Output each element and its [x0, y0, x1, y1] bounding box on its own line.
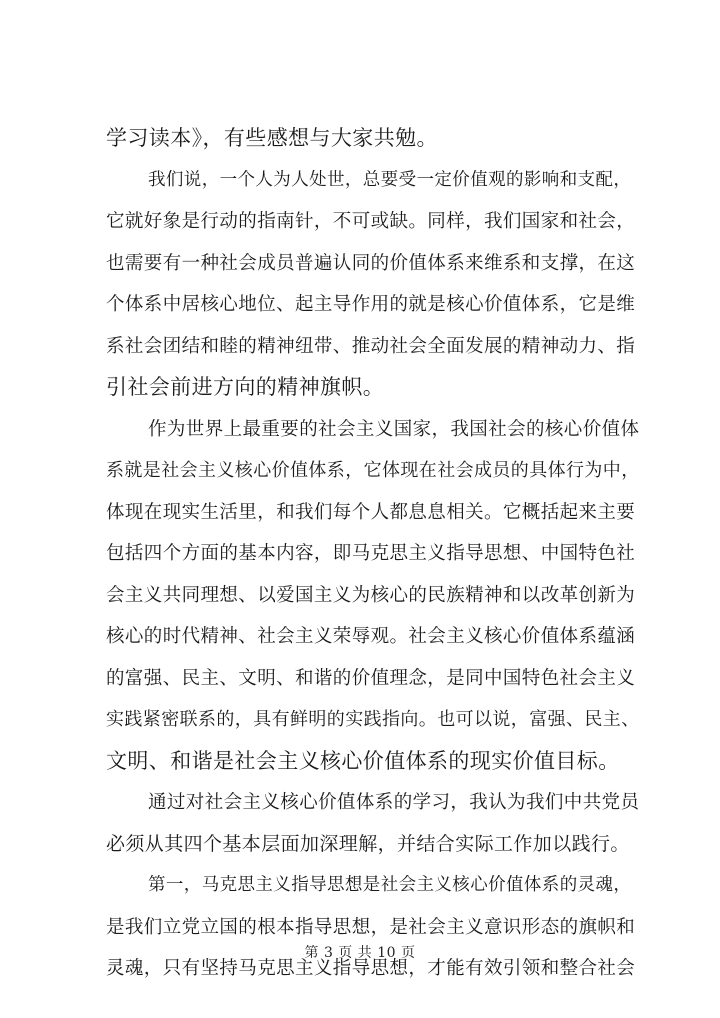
text-line: 是我们立党立国的根本指导思想，是社会主义意识形态的旗帜和 [106, 916, 636, 938]
text-line: 包括四个方面的基本内容，即马克思主义指导思想、中国特色社 [106, 543, 636, 564]
text-line: 灵魂，只有坚持马克思主义指导思想，才能有效引领和整合社会 [106, 958, 636, 979]
text-line: 实践紧密联系的，具有鲜明的实践指向。也可以说，富强、民主、 [106, 709, 640, 730]
text-line: 通过对社会主义核心价值体系的学习，我认为我们中共党员 [148, 792, 640, 813]
text-line: 学习读本》，有些感想与大家共勉。 [106, 126, 438, 150]
text-line: 引社会前进方向的精神旗帜。 [106, 375, 385, 399]
text-line: 第一，马克思主义指导思想是社会主义核心价值体系的灵魂， [148, 875, 632, 895]
page-footer: 第 3 页 共 10 页 [304, 945, 416, 961]
text-line: 体现在现实生活里，和我们每个人都息息相关。它概括起来主要 [106, 501, 636, 523]
text-line: 核心的时代精神、社会主义荣辱观。社会主义核心价值体系蕴涵 [106, 626, 636, 647]
body-text [106, 118, 642, 990]
text-line: 我们说，一个人为人处世，总要受一定价值观的影响和支配， [148, 169, 632, 190]
text-line: 也需要有一种社会成员普遍认同的价值体系来维系和支撑，在这 [106, 252, 636, 274]
text-line: 个体系中居核心地位、起主导作用的就是核心价值体系，它是维 [106, 294, 636, 315]
text-line: 必须从其四个基本层面加深理解，并结合实际工作加以践行。 [106, 832, 630, 855]
text-line: 的富强、民主、文明、和谐的价值理念，是同中国特色社会主义 [106, 667, 636, 689]
text-line: 会主义共同理想、以爱国主义为核心的民族精神和以改革创新为 [106, 584, 636, 606]
text-line: 作为世界上最重要的社会主义国家，我国社会的核心价值体 [148, 418, 640, 440]
text-line: 文明、和谐是社会主义核心价值体系的现实价值目标。 [106, 748, 620, 773]
text-line: 系就是社会主义核心价值体系，它体现在社会成员的具体行为中， [106, 460, 640, 481]
text-line: 它就好象是行动的指南针，不可或缺。同样，我们国家和社会， [106, 211, 636, 232]
text-line: 系社会团结和睦的精神纽带、推动社会全面发展的精神动力、指 [106, 335, 636, 357]
